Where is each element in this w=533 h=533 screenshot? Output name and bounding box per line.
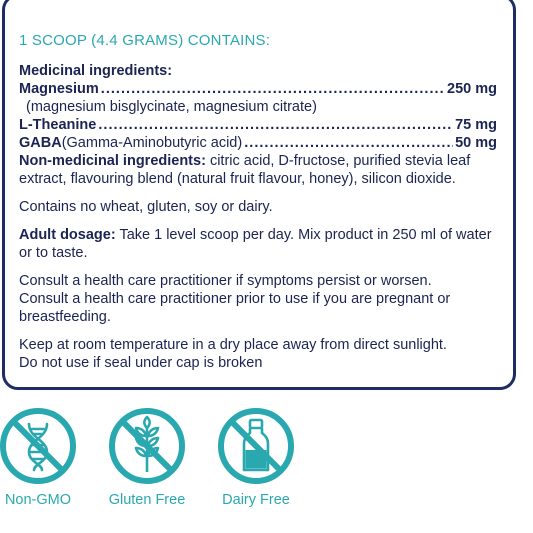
dosage-text: Take 1 level scoop per day. Mix product in 250 ml of water or to taste. [19, 227, 492, 261]
badge-label: Dairy Free [222, 492, 290, 508]
ingredient-row-magnesium [19, 80, 497, 98]
badge-label: Gluten Free [108, 492, 186, 508]
badge-label: Non-GMO [4, 492, 72, 508]
warning-pregnancy: Consult a health care practitioner prior to use if you are pregnant or breastfeeding. [19, 291, 451, 325]
milk-bottle-icon [216, 406, 296, 486]
ingredient-note: (magnesium bisglycinate, magnesium citrate) [26, 99, 317, 115]
non-medicinal-text: citric acid, D-fructose, purified stevia leaf extract, flavouring blend (natural fruit flavour, honey), silicon dioxide. [19, 153, 471, 187]
ingredient-amount: 75 mg [455, 117, 497, 133]
storage-instructions: Keep at room temperature in a dry place away from direct sunlight. [19, 337, 447, 353]
allergen-statement: Contains no wheat, gluten, soy or dairy. [19, 199, 273, 215]
non-medicinal-ingredients [19, 152, 497, 188]
serving-header: 1 SCOOP (4.4 GRAMS) CONTAINS: [19, 32, 271, 49]
ingredients-content [19, 62, 497, 372]
dosage-label: Adult dosage: [19, 227, 116, 243]
ingredient-amount: 250 mg [447, 81, 497, 97]
dna-icon [0, 406, 78, 486]
ingredient-name: GABA [19, 135, 62, 151]
dot-leader [244, 134, 453, 152]
dosage-instructions [19, 226, 497, 262]
warning-symptoms: Consult a health care practitioner if symptoms persist or worsen. [19, 273, 432, 289]
ingredient-amount: 50 mg [455, 135, 497, 151]
ingredient-row-l-theanine [19, 116, 497, 134]
medicinal-heading: Medicinal ingredients: [19, 63, 173, 79]
badge-gluten-free [105, 406, 189, 508]
ingredient-name-suffix: (Gamma-Aminobutyric acid) [61, 135, 243, 151]
badge-non-gmo [0, 406, 80, 508]
wheat-icon [107, 406, 187, 486]
seal-warning: Do not use if seal under cap is broken [19, 355, 263, 371]
dot-leader [101, 80, 445, 98]
ingredient-name: L-Theanine [19, 117, 97, 133]
dot-leader [98, 116, 453, 134]
badge-dairy-free [214, 406, 298, 508]
non-medicinal-label: Non-medicinal ingredients: [19, 153, 206, 169]
badge-row [0, 406, 533, 533]
ingredient-row-gaba [19, 134, 497, 152]
ingredient-name: Magnesium [19, 81, 99, 97]
